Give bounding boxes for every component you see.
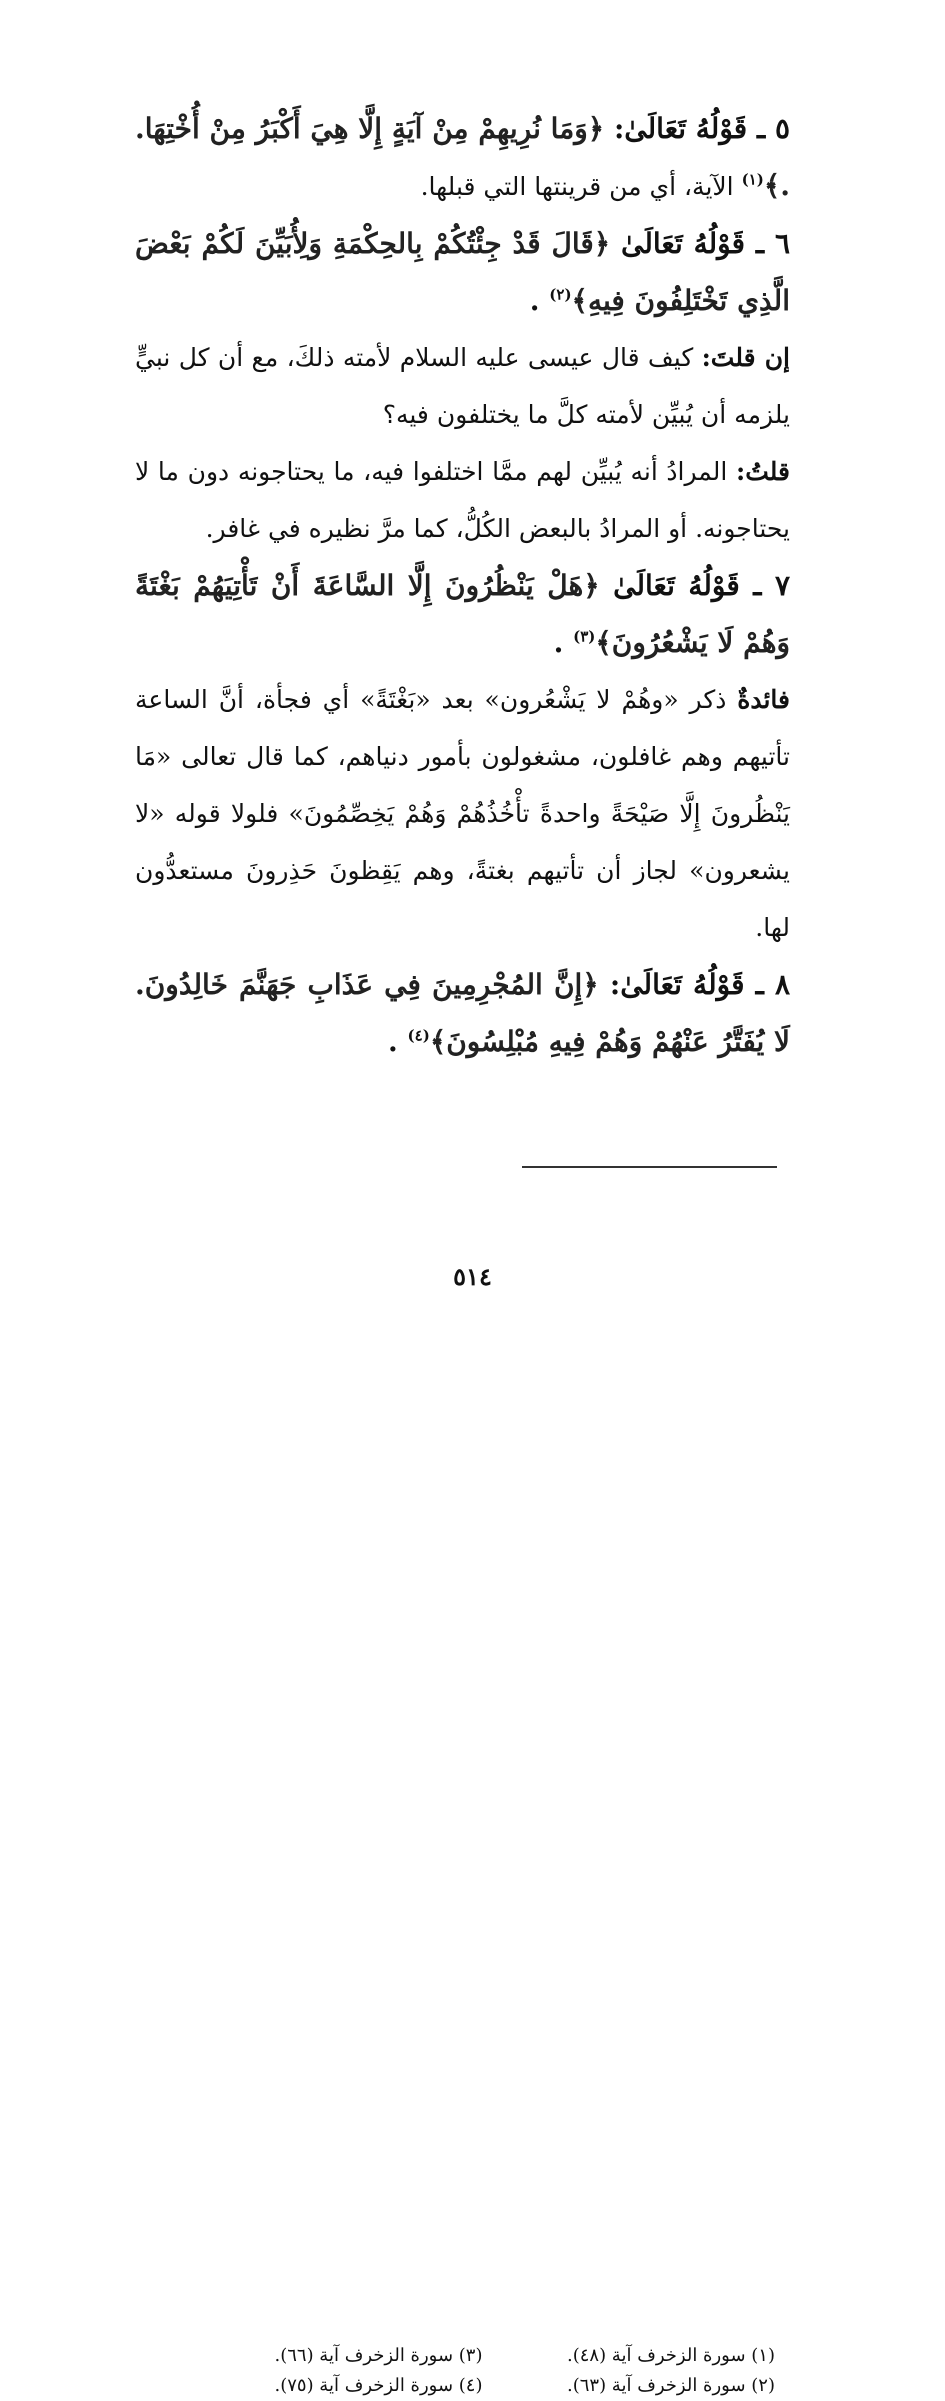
verse-paragraph-6 <box>135 215 790 329</box>
footnote-4: (٤) سورة الزخرف آية (٧٥). <box>274 2375 483 2396</box>
footnote-3: (٣) سورة الزخرف آية (٦٦). <box>274 2345 483 2366</box>
verse-lead: ٨ ـ قَوْلُهُ تَعَالَىٰ: <box>609 968 790 1001</box>
footnote-ref: (٣) <box>573 627 596 646</box>
verse-lead: ٥ ـ قَوْلُهُ تَعَالَىٰ: <box>613 112 791 145</box>
verse-tail: . <box>529 284 550 317</box>
verse-tail: . <box>553 626 574 659</box>
verse-tail: . <box>388 1025 408 1058</box>
footnote-ref: (٢) <box>549 285 572 304</box>
footnote-divider <box>522 1166 777 1168</box>
footnote-1: (١) سورة الزخرف آية (٤٨). <box>566 2345 775 2366</box>
verse-lead: ٦ ـ قَوْلُهُ تَعَالَىٰ <box>621 227 790 260</box>
footnote-ref: (٤) <box>407 1026 430 1045</box>
answer-lead: قلتُ: <box>735 457 790 486</box>
benefit-text: ذكر «وهُمْ لا يَشْعُرون» بعد «بَغْتَةً» أي فجأة، أنَّ الساعة تأتيهم وهم غافلون، مشغولون بأمور دنياهم، كما قال تعالى «مَا يَنْظُرونَ إِلَّا صَيْحَةً واحدةً تأْخُذُهُمْ وَهُمْ يَخِصِّمُونَ» فلولا قوله «لا يشعرون» لجاز أن تأتيهم بغتةً، وهم يَقِظونَ حَذِرونَ مستعدُّون لها. <box>135 685 790 942</box>
footnote-ref: (١) <box>741 170 764 189</box>
verse-paragraph-7 <box>135 557 790 671</box>
main-text <box>135 100 790 1070</box>
quran-text: ﴿قَالَ قَدْ جِئْتُكُمْ بِالحِكْمَةِ وَلِأُبَيِّنَ لَكُمْ بَعْضَ الَّذِي تَخْتَلِفُونَ فِيهِ﴾ <box>135 227 790 317</box>
answer-paragraph <box>135 443 790 557</box>
quran-text: ﴿إِنَّ المُجْرِمِينَ فِي عَذَابِ جَهَنَّمَ خَالِدُونَ. لَا يُفَتَّرُ عَنْهُمْ وَهُمْ فِيهِ مُبْلِسُونَ﴾ <box>135 968 790 1058</box>
question-lead: إن قلتَ: <box>701 343 790 372</box>
page-number: ٥١٤ <box>453 1262 492 1291</box>
benefit-lead: فائدةٌ <box>737 685 790 714</box>
quran-text: ﴿هَلْ يَنْظُرُونَ إِلَّا السَّاعَةَ أَنْ تَأْتِيَهُمْ بَغْتَةً وَهُمْ لَا يَشْعُرُونَ﴾ <box>135 569 790 659</box>
benefit-paragraph <box>135 671 790 956</box>
verse-paragraph-8 <box>135 956 790 1070</box>
question-paragraph <box>135 329 790 443</box>
question-text: كيف قال عيسى عليه السلام لأمته ذلكَ، مع أن كل نبيٍّ يلزمه أن يُبيِّن لأمته كلَّ ما يختلفون فيه؟ <box>135 343 790 429</box>
verse-paragraph-5 <box>135 100 790 215</box>
answer-text: المرادُ أنه يُبيِّن لهم ممَّا اختلفوا فيه، ما يحتاجونه دون ما لا يحتاجونه. أو المرادُ بالبعض الكُلُّ، كما مرَّ نظيره في غافر. <box>135 457 790 543</box>
footnote-2: (٢) سورة الزخرف آية (٦٣). <box>566 2375 775 2396</box>
verse-tail: الآية، أي من قرينتها التي قبلها. <box>420 172 742 201</box>
verse-lead: ٧ ـ قَوْلُهُ تَعَالَىٰ <box>613 569 791 602</box>
quran-text: ﴿وَمَا نُرِيهِمْ مِنْ آيَةٍ إِلَّا هِيَ أَكْبَرُ مِنْ أُخْتِهَا. .﴾ <box>135 112 790 202</box>
